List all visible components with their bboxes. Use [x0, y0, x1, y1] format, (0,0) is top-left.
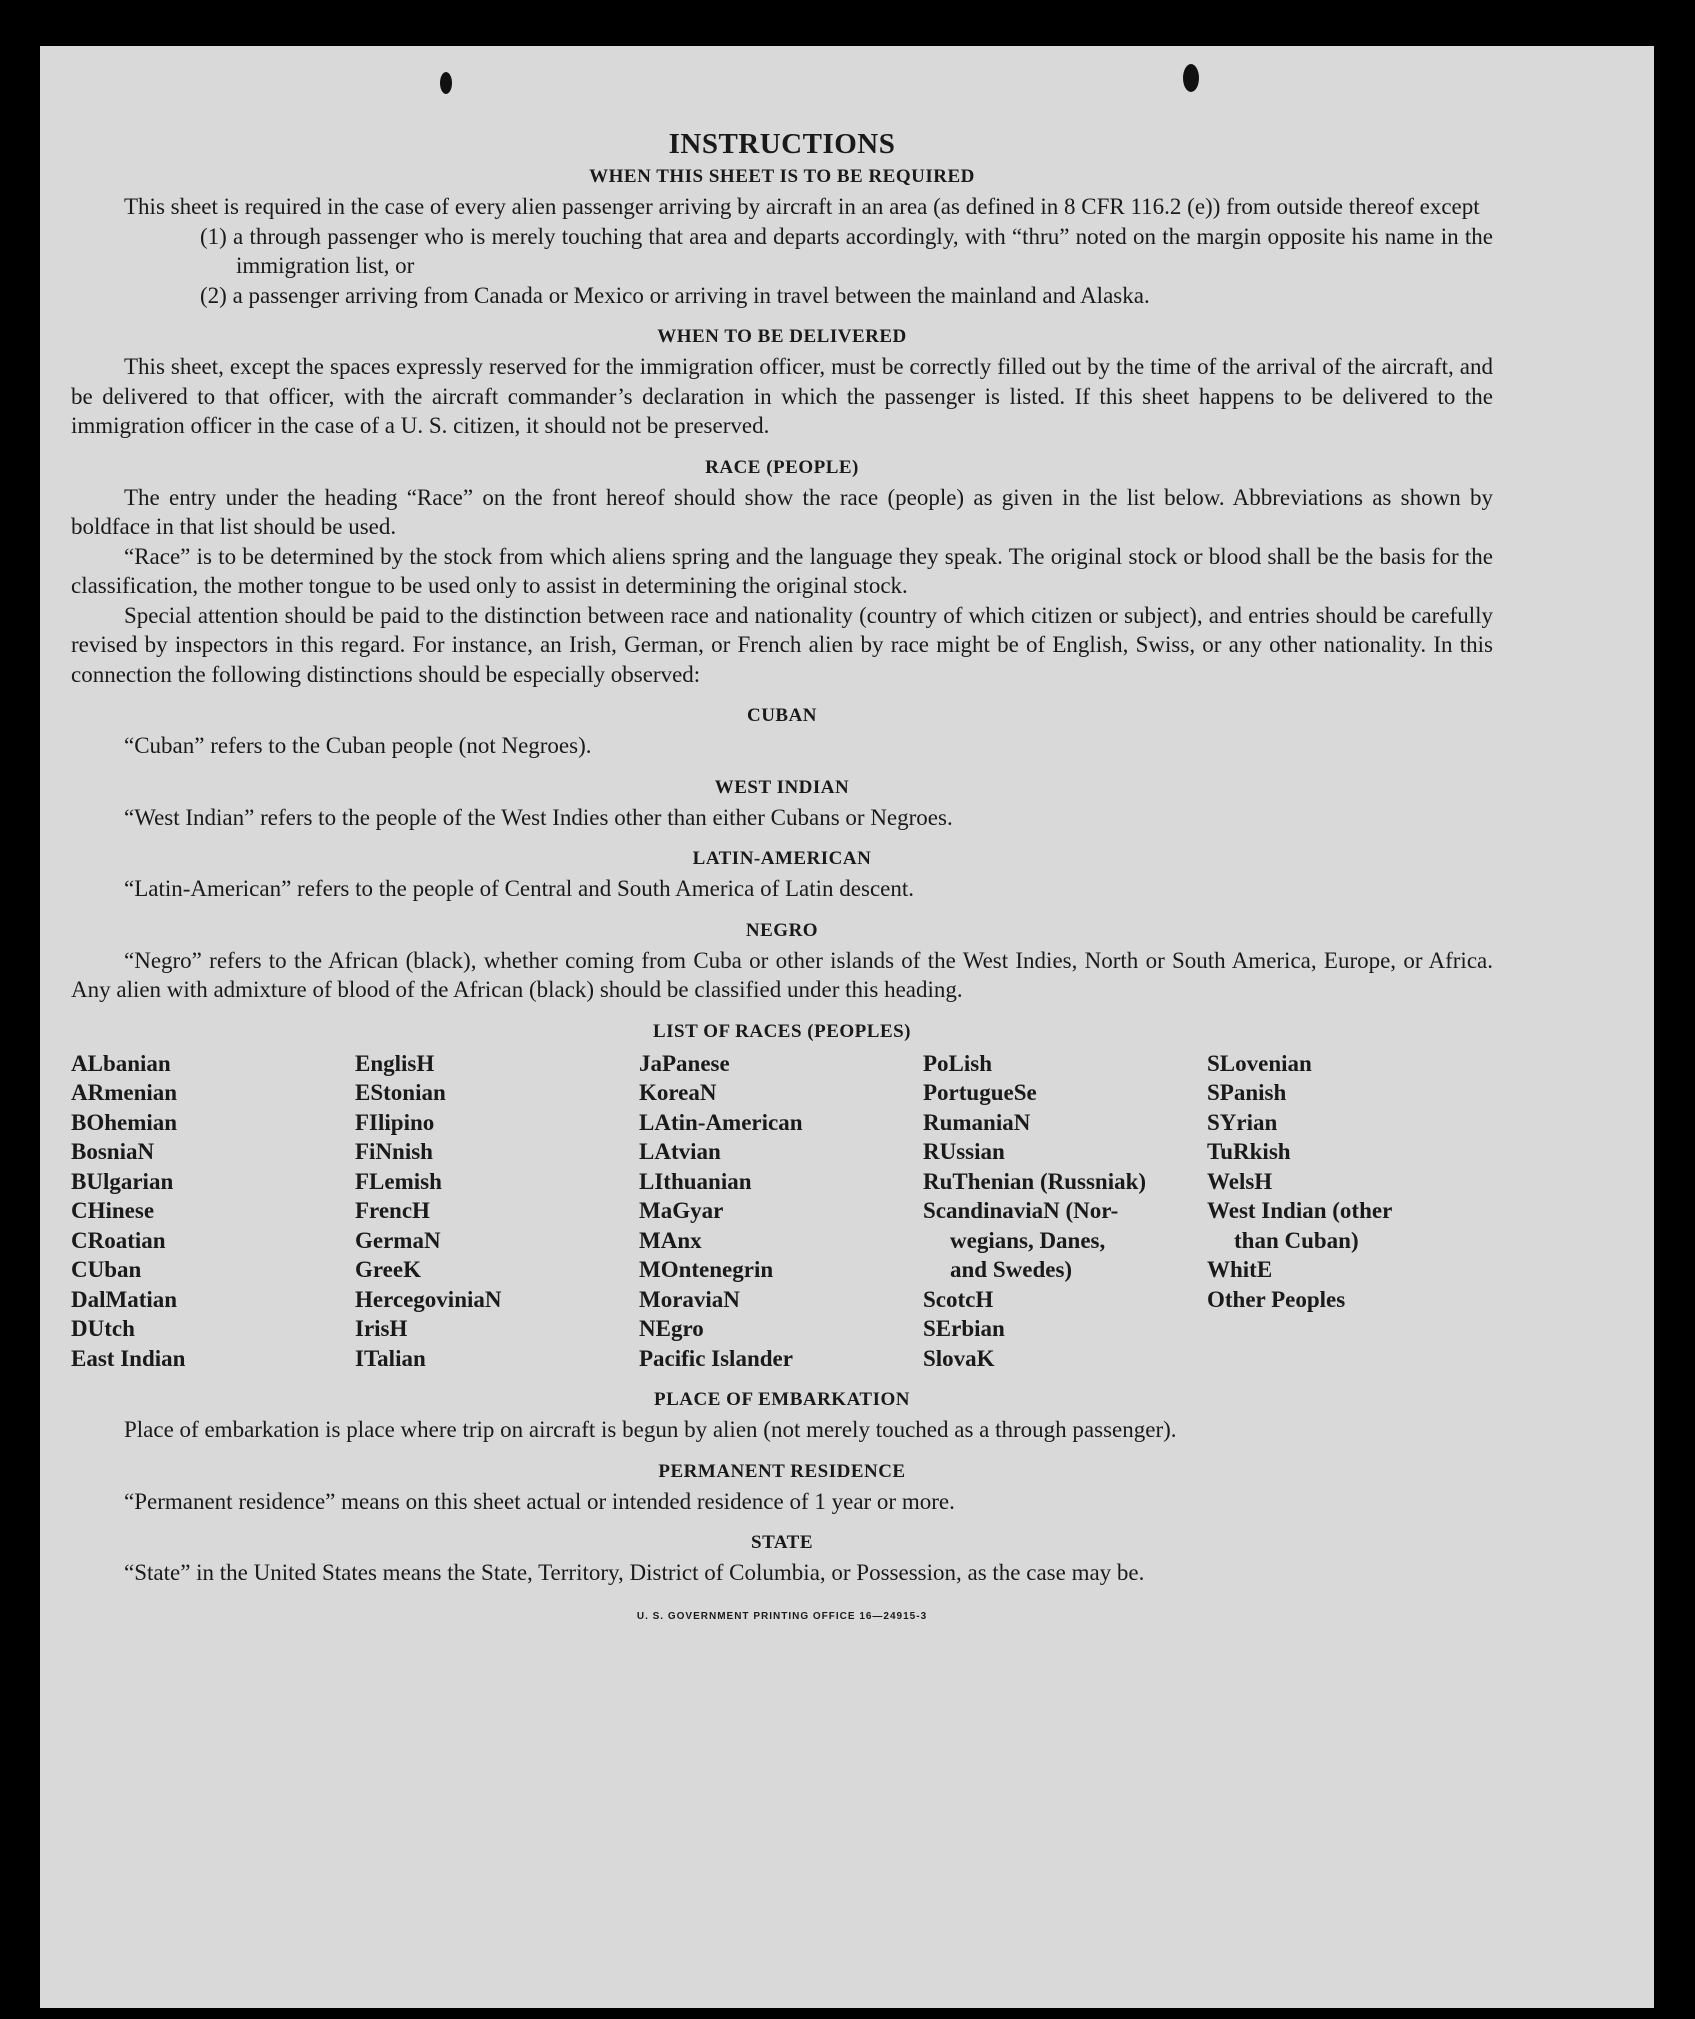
race-entry: TuRkish — [1207, 1139, 1291, 1164]
race-entry: FiNnish — [355, 1139, 433, 1164]
paragraph: “Cuban” refers to the Cuban people (not Negroes). — [124, 733, 592, 758]
race-entry: LIthuanian — [639, 1168, 752, 1194]
section-heading: CUBAN — [746, 705, 818, 726]
race-entry: East Indian — [71, 1345, 186, 1371]
race-entry: FIlipino — [355, 1109, 435, 1135]
paragraph: The entry under the heading “Race” on the front hereof should show the race (people) as given in the list below. Abbreviations as shown by boldface in that list should be used. — [71, 484, 1493, 539]
section-heading: WEST INDIAN — [714, 776, 850, 798]
section-heading: STATE — [751, 1532, 813, 1553]
race-entry: IrisH — [355, 1316, 408, 1341]
race-entry: CRoatian — [71, 1227, 166, 1253]
race-entry: wegians, Danes, — [950, 1227, 1106, 1253]
race-entry: WelsH — [1207, 1168, 1273, 1194]
race-entry: ScotcH — [923, 1286, 994, 1312]
race-entry: DUtch — [71, 1316, 135, 1341]
race-entry: MAnx — [639, 1227, 702, 1253]
list-item: (2) a passenger arriving from Canada or Mexico or arriving in travel between the mainland and Alaska. — [200, 282, 1150, 308]
race-entry: FLemish — [355, 1168, 442, 1194]
race-entry: HercegoviniaN — [355, 1286, 502, 1312]
punch-mark — [440, 72, 452, 94]
race-entry: PoLish — [923, 1050, 993, 1076]
race-entry: than Cuban) — [1234, 1227, 1359, 1253]
paragraph: “Permanent residence” means on this sheet actual or intended residence of 1 year or more. — [124, 1488, 955, 1514]
race-entry: RuThenian (Russniak) — [923, 1168, 1147, 1194]
race-entry: Pacific Islander — [639, 1345, 793, 1371]
race-entry: West Indian (other — [1207, 1198, 1393, 1223]
race-entry: GermaN — [355, 1227, 441, 1253]
section-heading: PERMANENT RESIDENCE — [658, 1460, 906, 1482]
section-heading: WHEN THIS SHEET IS TO BE REQUIRED — [589, 166, 975, 187]
section-heading: NEGRO — [745, 919, 819, 941]
race-entry: EStonian — [355, 1080, 446, 1105]
race-entry: MoraviaN — [639, 1286, 740, 1312]
printer-imprint: U. S. GOVERNMENT PRINTING OFFICE 16—24915-3 — [636, 1610, 928, 1622]
race-entry: SlovaK — [923, 1345, 995, 1371]
race-entry — [1207, 1344, 1493, 1374]
race-entry: JaPanese — [639, 1050, 730, 1076]
race-entry: WhitE — [1207, 1257, 1273, 1282]
race-entry: SPanish — [1207, 1080, 1287, 1105]
race-entry: BosniaN — [71, 1139, 155, 1164]
paragraph: This sheet, except the spaces expressly reserved for the immigration officer, must be correctly filled out by the time of the arrival of the aircraft, and be delivered to that officer, with the aircraft commander’s declaration in which the passenger is listed. If this sheet happens to be delivered to the immigration officer in the case of a U. S. citizen, it should not be preserved. — [71, 354, 1493, 438]
paragraph: Special attention should be paid to the distinction between race and nationality (country of which citizen or subject), and entries should be carefully revised by inspectors in this regard. For instance, an Irish, German, or French alien by race might be of English, Swiss, or any other nationality. In this connection the following distinctions should be especially observed: — [71, 602, 1493, 687]
paragraph: Place of embarkation is place where trip on aircraft is begun by alien (not merely touched as a through passenger). — [124, 1417, 1177, 1442]
section-heading: RACE (PEOPLE) — [705, 456, 859, 478]
race-entry: KoreaN — [639, 1080, 717, 1105]
race-entry: RUssian — [923, 1139, 1005, 1164]
race-entry: PortugueSe — [923, 1080, 1037, 1105]
section-heading: LATIN-AMERICAN — [692, 848, 872, 869]
race-entry: DalMatian — [71, 1286, 178, 1312]
punch-mark — [1183, 64, 1199, 92]
paragraph: “Race” is to be determined by the stock from which aliens spring and the language they speak. The original stock or blood shall be the basis for the classification, the mother tongue to be used only to assist in determining the original stock. — [71, 543, 1493, 598]
instructions-content — [71, 126, 1493, 1631]
section-heading: LIST OF RACES (PEOPLES) — [652, 1020, 912, 1042]
page-title: INSTRUCTIONS — [668, 128, 896, 160]
race-entry: NEgro — [639, 1316, 704, 1341]
paragraph: “Latin-American” refers to the people of Central and South America of Latin descent. — [124, 876, 914, 901]
race-entry: ALbanian — [71, 1050, 171, 1076]
race-entry: LAtvian — [639, 1139, 721, 1164]
race-entry: BOhemian — [71, 1109, 178, 1135]
race-entry — [1207, 1314, 1493, 1344]
race-entry: Other Peoples — [1207, 1286, 1346, 1312]
paragraph: This sheet is required in the case of every alien passenger arriving by aircraft in an area (as defined in 8 CFR 116.2 (e)) from outside thereof except — [124, 194, 1480, 219]
list-item: (1) a through passenger who is merely touching that area and departs accordingly, with “thru” noted on the margin opposite his name in the immigration list, or — [200, 223, 1493, 278]
section-heading: PLACE OF EMBARKATION — [654, 1389, 910, 1410]
race-entry: and Swedes) — [950, 1257, 1073, 1282]
race-entry: BUlgarian — [71, 1168, 174, 1194]
race-entry: FrencH — [355, 1198, 430, 1223]
race-entry: MaGyar — [639, 1198, 724, 1223]
race-entry: SErbian — [923, 1316, 1005, 1341]
race-entry: SYrian — [1207, 1109, 1278, 1135]
race-entry: RumaniaN — [923, 1109, 1031, 1135]
race-entry: LAtin-American — [639, 1109, 803, 1135]
document-sheet — [40, 46, 1654, 2008]
paragraph: “State” in the United States means the State, Territory, District of Columbia, or Possession, as the case may be. — [124, 1560, 1145, 1585]
paragraph: “Negro” refers to the African (black), whether coming from Cuba or other islands of the West Indies, North or South America, Europe, or Africa. Any alien with admixture of blood of the African (black) should be classified under this heading. — [71, 947, 1493, 1002]
race-entry: MOntenegrin — [639, 1257, 774, 1282]
race-entry: ITalian — [355, 1345, 426, 1371]
race-entry: ScandinaviaN (Nor- — [923, 1198, 1119, 1223]
paragraph: “West Indian” refers to the people of the West Indies other than either Cubans or Negroes. — [124, 804, 953, 830]
race-entry: EnglisH — [355, 1050, 435, 1076]
race-entry: CUban — [71, 1257, 142, 1282]
race-entry: SLovenian — [1207, 1050, 1312, 1076]
race-entry: ARmenian — [71, 1080, 178, 1105]
race-list — [71, 1049, 1493, 1374]
race-entry: CHinese — [71, 1198, 155, 1223]
section-heading: WHEN TO BE DELIVERED — [657, 326, 907, 347]
race-entry: GreeK — [355, 1257, 421, 1282]
